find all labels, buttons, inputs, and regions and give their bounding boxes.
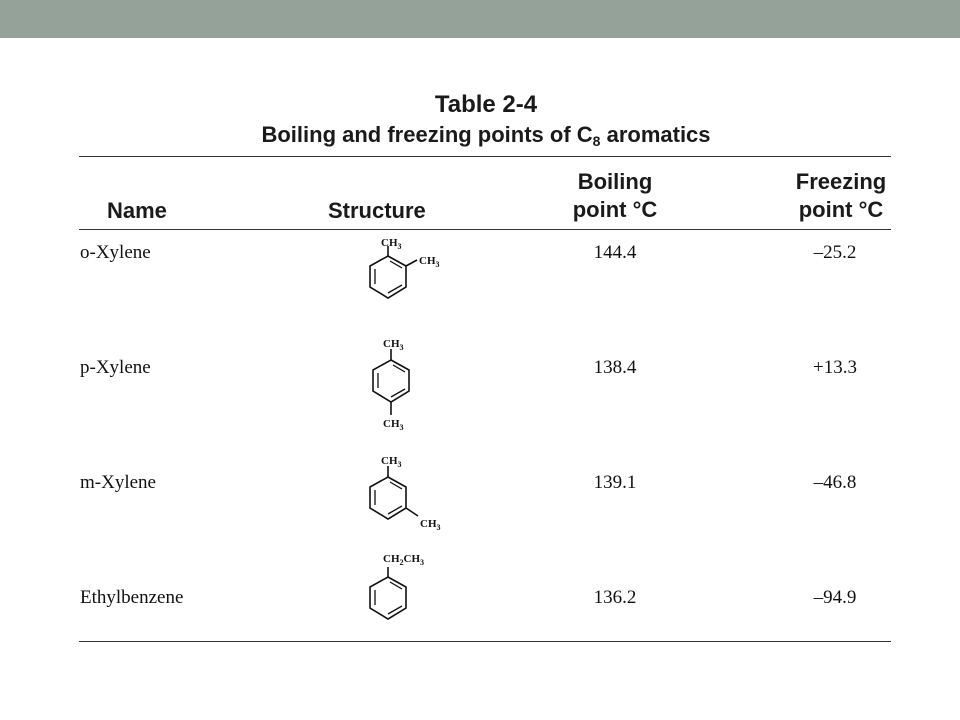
table-title: Boiling and freezing points of $C_8$ aromatics (261, 122, 711, 149)
row-freezing-p-xylene: +13.3 (813, 357, 857, 378)
structure-p-xylene (355, 335, 465, 435)
row-boiling-ethylbenzene: 136.2 (593, 587, 637, 608)
column-header-structure: Structure (328, 198, 426, 223)
table-top-rule (79, 156, 891, 157)
column-header-name: Name (107, 198, 167, 223)
svg-text:CH3: $CH_3$ (419, 255, 440, 269)
svg-text:CH3: $CH_3$ (420, 518, 441, 532)
row-name-m-xylene: m-Xylene (80, 472, 156, 493)
row-freezing-o-xylene: –25.2 (813, 242, 857, 263)
row-freezing-m-xylene: –46.8 (813, 472, 857, 493)
table-number: Table 2-4 (434, 91, 538, 118)
table-header-rule (79, 229, 891, 230)
structure-ethylbenzene (355, 550, 465, 630)
svg-text:CH3: $CH_3$ (383, 338, 404, 352)
table-caption (0, 90, 960, 150)
row-freezing-ethylbenzene: –94.9 (813, 587, 857, 608)
row-name-ethylbenzene: Ethylbenzene (80, 587, 184, 608)
row-name-o-xylene: o-Xylene (80, 242, 151, 263)
svg-text:CH3: $CH_3$ (383, 418, 404, 432)
structure-m-xylene (355, 452, 465, 537)
svg-text:CH3: $CH_3$ (381, 237, 402, 251)
svg-text:CH2CH3: $CH_2CH_3$ (383, 553, 424, 567)
row-boiling-p-xylene: 138.4 (593, 357, 637, 378)
table-bottom-rule (79, 641, 891, 642)
slide-header-bar (0, 0, 960, 38)
column-header-boiling-point: Boiling point °C (572, 169, 658, 222)
row-name-p-xylene: p-Xylene (80, 357, 151, 378)
column-header-freezing-point: Freezing point °C (795, 169, 887, 222)
structure-o-xylene (355, 233, 465, 313)
row-boiling-o-xylene: 144.4 (593, 242, 637, 263)
row-boiling-m-xylene: 139.1 (593, 472, 637, 493)
svg-text:CH3: $CH_3$ (381, 455, 402, 469)
